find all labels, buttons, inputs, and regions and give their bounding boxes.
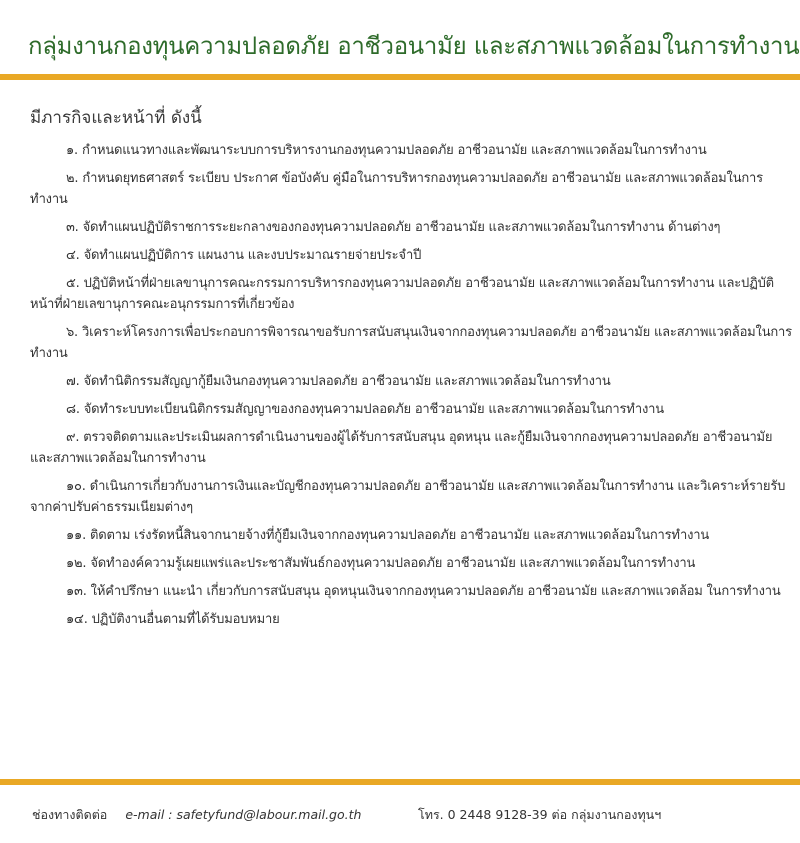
- duty-item: [30, 140, 792, 161]
- duty-item: [30, 371, 792, 392]
- duty-item: [30, 553, 792, 574]
- duty-number: ๑๑.: [66, 528, 87, 543]
- duty-number: ๙.: [66, 430, 80, 445]
- duty-number: ๖.: [66, 325, 78, 340]
- duty-item: [30, 245, 792, 266]
- duty-number: ๒.: [66, 171, 79, 186]
- top-divider: [0, 74, 800, 80]
- duty-text: ดำเนินการเกี่ยวกับงานการเงินและบัญชีกองทุนความปลอดภัย อาชีวอนามัย และสภาพแวดล้อมในการทำงาน และวิเคราะห์รายรับจากค่าปรับค่าธรรมเนียมต่างๆ: [30, 479, 786, 515]
- page-title: กลุ่มงานกองทุนความปลอดภัย อาชีวอนามัย และสภาพแวดล้อมในการทำงาน: [28, 32, 800, 60]
- duty-number: ๘.: [66, 402, 80, 417]
- duty-item: [30, 476, 792, 518]
- duty-item: [30, 273, 792, 315]
- duty-text: กำหนดแนวทางและพัฒนาระบบการบริหารงานกองทุนความปลอดภัย อาชีวอนามัย และสภาพแวดล้อมในการทำงาน: [81, 143, 707, 158]
- duty-text: จัดทำแผนปฏิบัติการ แผนงาน และงบประมาณรายจ่ายประจำปี: [83, 248, 422, 263]
- duty-number: ๕.: [66, 276, 80, 291]
- duty-text: จัดทำนิติกรรมสัญญากู้ยืมเงินกองทุนความปลอดภัย อาชีวอนามัย และสภาพแวดล้อมในการทำงาน: [83, 374, 611, 389]
- duty-text: ปฏิบัติหน้าที่ฝ่ายเลขานุการคณะกรรมการบริหารกองทุนความปลอดภัย อาชีวอนามัย และสภาพแวดล้อมในการทำงาน และปฏิบัติหน้าที่ฝ่ายเลขานุการคณะอนุกรรมการที่เกี่ยวข้อง: [30, 276, 774, 312]
- email-link[interactable]: e-mail : safetyfund@labour.mail.go.th: [125, 807, 362, 822]
- duty-text: วิเคราะห์โครงการเพื่อประกอบการพิจารณาขอรับการสนับสนุนเงินจากกองทุนความปลอดภัย อาชีวอนามัย และสภาพแวดล้อมในการทำงาน: [30, 325, 792, 361]
- duty-item: [30, 217, 792, 238]
- duty-text: ติดตาม เร่งรัดหนี้สินจากนายจ้างที่กู้ยืมเงินจากกองทุนความปลอดภัย อาชีวอนามัย และสภาพแวดล้อมในการทำงาน: [90, 528, 710, 543]
- page-header: [0, 0, 800, 78]
- bottom-divider: [0, 779, 800, 785]
- duty-text: ปฏิบัติงานอื่นตามที่ได้รับมอบหมาย: [91, 612, 280, 627]
- contact-footer: [32, 805, 772, 825]
- duty-item: [30, 322, 792, 364]
- contact-label: ช่องทางติดต่อ: [32, 807, 108, 822]
- duty-item: [30, 609, 792, 630]
- duty-number: ๔.: [66, 248, 80, 263]
- duty-text: ตรวจติดตามและประเมินผลการดำเนินงานของผู้ได้รับการสนับสนุน อุดหนุน และกู้ยืมเงินจากกองทุนความปลอดภัย อาชีวอนามัย และสภาพแวดล้อมในการทำงาน: [30, 430, 773, 466]
- section-heading: มีภารกิจและหน้าที่ ดังนี้: [30, 108, 202, 128]
- duty-item: [30, 427, 792, 469]
- duty-item: [30, 525, 792, 546]
- duty-number: ๗.: [66, 374, 80, 389]
- duty-text: จัดทำแผนปฏิบัติราชการระยะกลางของกองทุนความปลอดภัย อาชีวอนามัย และสภาพแวดล้อมในการทำงาน ด้านต่างๆ: [82, 220, 721, 235]
- duty-text: จัดทำองค์ความรู้เผยแพร่และประชาสัมพันธ์กองทุนความปลอดภัย อาชีวอนามัย และสภาพแวดล้อมในการทำงาน: [90, 556, 696, 571]
- phone-number: โทร. 0 2448 9128-39 ต่อ กลุ่มงานกองทุนฯ: [418, 807, 662, 822]
- duty-text: ให้คำปรึกษา แนะนำ เกี่ยวกับการสนับสนุน อุดหนุนเงินจากกองทุนความปลอดภัย อาชีวอนามัย และสภาพแวดล้อม ในการทำงาน: [90, 584, 781, 599]
- duty-number: ๑๐.: [66, 479, 86, 494]
- duty-item: [30, 168, 792, 210]
- duty-text: กำหนดยุทธศาสตร์ ระเบียบ ประกาศ ข้อบังคับ คู่มือในการบริหารกองทุนความปลอดภัย อาชีวอนามัย และสภาพแวดล้อมในการทำงาน: [30, 171, 763, 207]
- duty-item: [30, 581, 792, 602]
- duty-number: ๑.: [66, 143, 78, 158]
- duty-item: [30, 399, 792, 420]
- duty-number: ๑๒.: [66, 556, 87, 571]
- duty-number: ๓.: [66, 220, 79, 235]
- duty-text: จัดทำระบบทะเบียนนิติกรรมสัญญาของกองทุนความปลอดภัย อาชีวอนามัย และสภาพแวดล้อมในการทำงาน: [83, 402, 664, 417]
- duty-number: ๑๔.: [66, 612, 88, 627]
- duties-list: [30, 140, 792, 637]
- duty-number: ๑๓.: [66, 584, 87, 599]
